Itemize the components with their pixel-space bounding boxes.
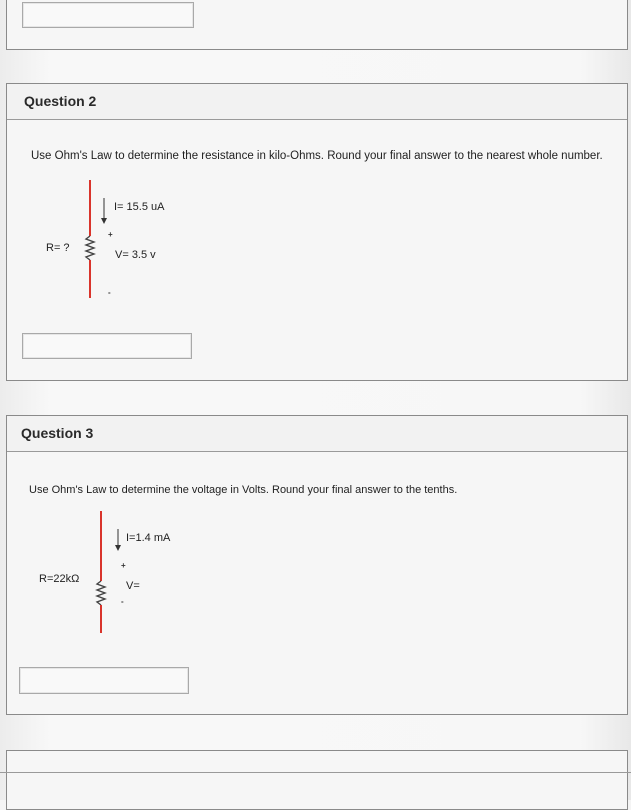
- question-3-circuit: [91, 509, 131, 635]
- question-3-title: Question 3: [21, 425, 94, 441]
- question-3-resistance-label: R=22kΩ: [39, 573, 80, 585]
- question-2-minus-sign: -: [108, 288, 111, 297]
- question-2-resistance-label: R= ?: [46, 242, 70, 254]
- question-3-answer-input[interactable]: [19, 667, 189, 694]
- question-2-circuit: [80, 178, 120, 302]
- question-2-current-label: I= 15.5 uA: [114, 201, 165, 213]
- next-question-card: [6, 750, 628, 810]
- question-2-prompt: Use Ohm's Law to determine the resistance in kilo-Ohms. Round your final answer to the nearest whole number.: [31, 150, 603, 162]
- question-3-prompt: Use Ohm's Law to determine the voltage in Volts. Round your final answer to the tenths.: [29, 484, 458, 496]
- question-2-voltage-label: V= 3.5 v: [115, 249, 156, 261]
- question-2-answer-input[interactable]: [22, 333, 192, 359]
- previous-answer-input[interactable]: [22, 2, 194, 28]
- question-2-title: Question 2: [24, 93, 97, 109]
- question-3-voltage-label: V=: [126, 580, 140, 592]
- bottom-rule: [0, 772, 631, 773]
- q2-current-arrow-head: [101, 218, 107, 224]
- question-2-plus-sign: +: [108, 230, 113, 239]
- question-3-header: [7, 416, 627, 452]
- q3-resistor: [97, 581, 105, 605]
- q3-current-arrow-head: [115, 545, 121, 551]
- question-3-minus-sign: -: [121, 597, 124, 606]
- question-2-header: [7, 84, 627, 120]
- question-3-current-label: I=1.4 mA: [126, 532, 171, 544]
- q2-resistor: [86, 236, 94, 260]
- question-3-plus-sign: +: [121, 561, 126, 570]
